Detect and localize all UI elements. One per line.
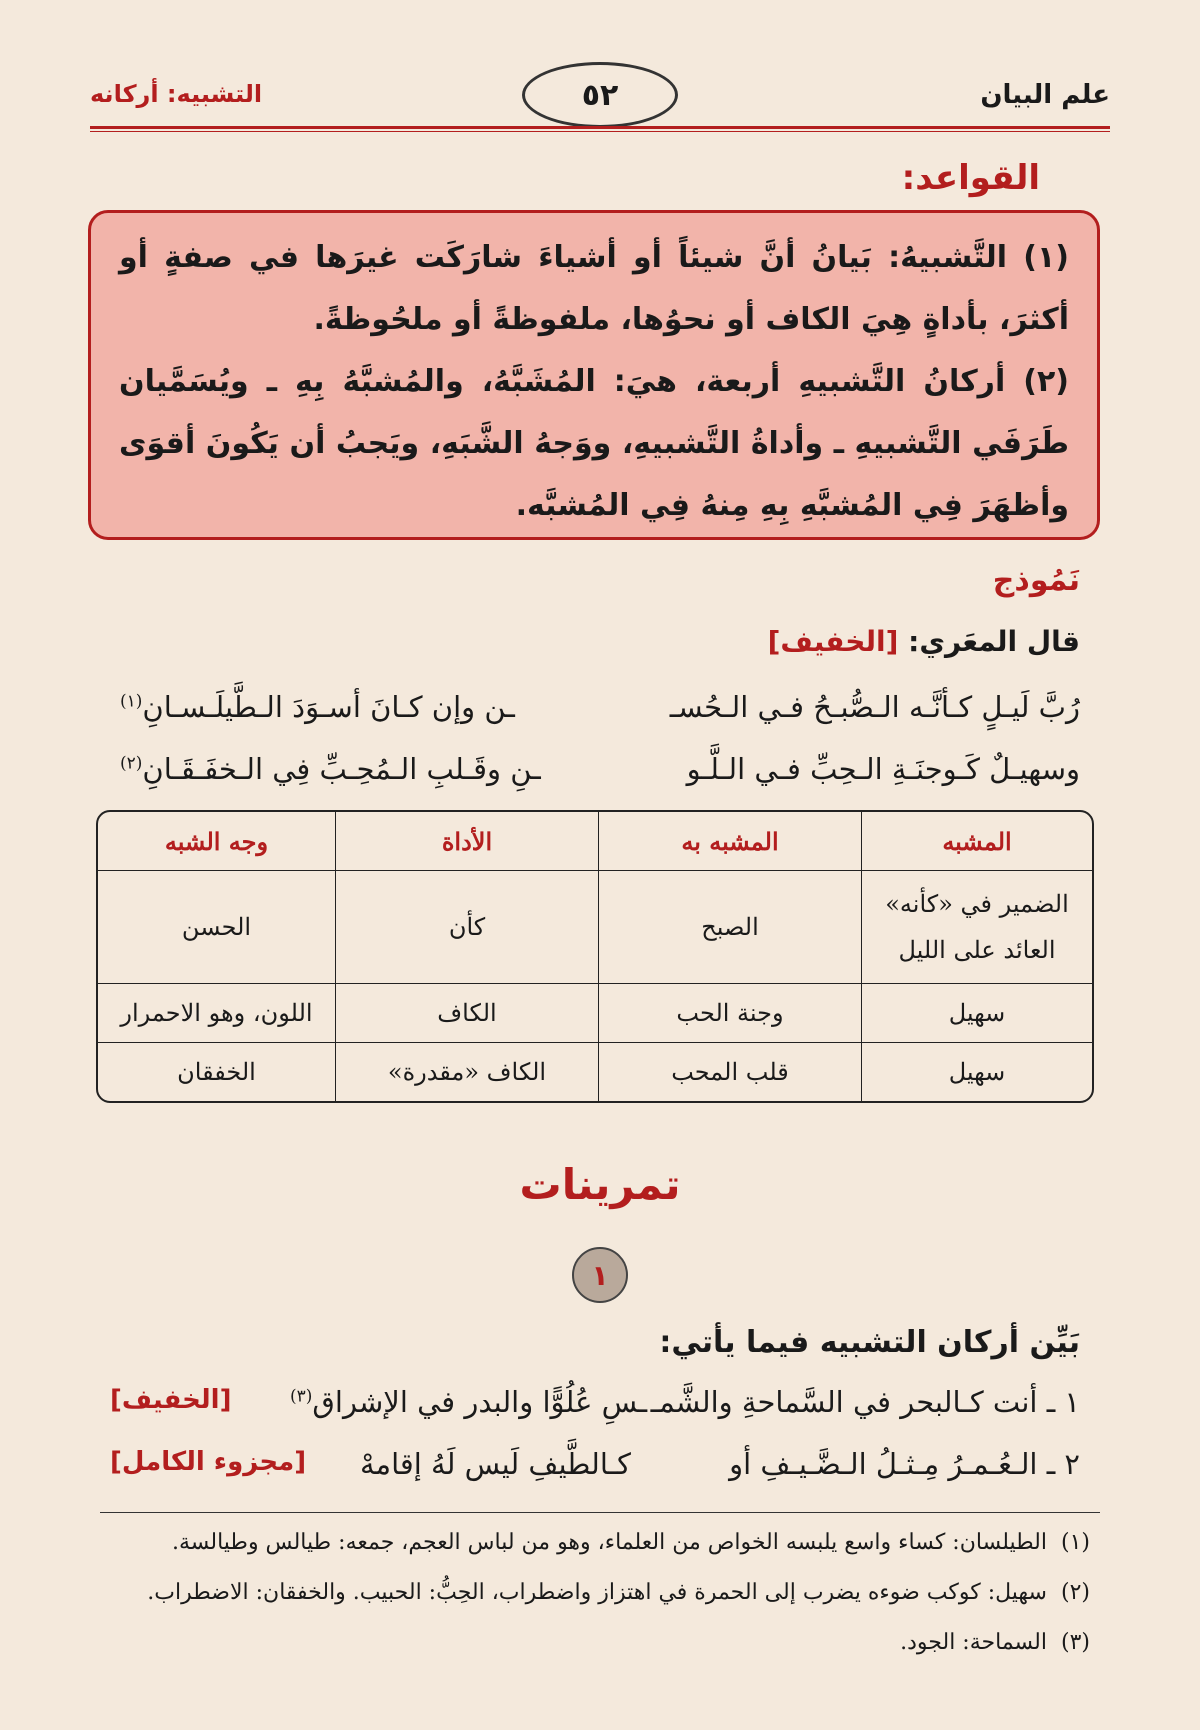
page-header xyxy=(90,60,1110,130)
example-title: نَمُوذج xyxy=(992,563,1080,598)
table-header-cell: وجه الشبه xyxy=(98,812,335,871)
footnote-3-number: (٣) xyxy=(1060,1630,1090,1655)
table-cell: الكاف «مقدرة» xyxy=(335,1043,598,1101)
table-cell: الكاف xyxy=(335,984,598,1043)
exercises-title: تمرينات xyxy=(519,1160,681,1209)
exercise-2-first-hemistich: ٢ ـ الـعُـمـرُ مِـثـلُ الـضَّـيـفِ أو xyxy=(729,1447,1080,1481)
footnote-2-number: (٢) xyxy=(1060,1580,1090,1605)
exercise-item-2 xyxy=(110,1447,1080,1503)
poet-attribution: قال المعَري: xyxy=(908,625,1080,658)
table-cell: وجنة الحب xyxy=(598,984,861,1043)
table-cell: الضمير في «كأنه» العائد على الليل xyxy=(861,871,1092,984)
footnote-mark-1: (١) xyxy=(120,691,143,712)
verse-2-second-hemistich xyxy=(120,752,541,786)
header-book-title: علم البيان xyxy=(980,80,1110,110)
verse-1 xyxy=(120,690,1080,746)
footnote-mark-2: (٢) xyxy=(120,753,143,774)
page-number: ٥٢ xyxy=(522,62,678,128)
table-header-cell: المشبه به xyxy=(598,812,861,871)
exercise-2-second-hemistich: كـالطَّيفِ لَيس لَهُ إقامهْ xyxy=(360,1447,631,1481)
footnote-1-text: الطيلسان: كساء واسع يلبسه الخواص من العلماء، وهو من لباس العجم، جمعه: طيالس وطيالسة. xyxy=(171,1530,1047,1555)
table-cell: الخفقان xyxy=(177,1058,256,1086)
analysis-table xyxy=(96,810,1094,1103)
exercise-item-1 xyxy=(110,1385,1080,1441)
table-cell: سهيل xyxy=(861,984,1092,1043)
footnote-1 xyxy=(110,1530,1090,1555)
exercise-1-second-hemistich xyxy=(290,1385,647,1419)
table-row xyxy=(98,871,1092,984)
exercise-number-badge: ١ xyxy=(572,1247,628,1303)
rules-title: القواعد: xyxy=(901,158,1040,198)
header-chapter-title: التشبيه: أركانه xyxy=(90,80,263,108)
verse-1-second-hemistich xyxy=(120,690,515,724)
footnote-mark-3: (٣) xyxy=(290,1386,313,1407)
example-meter: [الخفيف] xyxy=(767,625,899,658)
table-header-cell: الأداة xyxy=(335,812,598,871)
footnote-2 xyxy=(110,1580,1090,1605)
rules-box xyxy=(88,210,1100,540)
header-divider xyxy=(90,126,1110,129)
verse-1-second-text: ـن وإن كـانَ أسـوَدَ الـطَّيلَـسـانِ xyxy=(142,690,515,724)
table-cell: اللون، وهو الاحمرار xyxy=(98,984,335,1043)
footnote-3-text: السماحة: الجود. xyxy=(900,1630,1047,1655)
exercise-2-meter: [مجزوء الكامل] xyxy=(110,1447,307,1477)
footnote-1-number: (١) xyxy=(1060,1530,1090,1555)
exercise-1-second-text: ـسِ عُلُوًّا والبدر في الإشراق xyxy=(312,1385,648,1419)
exercise-1-meter: [الخفيف] xyxy=(110,1385,232,1415)
table-header-cell: المشبه xyxy=(861,812,1092,871)
footnotes-divider xyxy=(100,1512,1100,1513)
exercise-instruction: بَيِّن أركان التشبيه فيما يأتي: xyxy=(659,1325,1080,1360)
table-cell: الحسن xyxy=(98,871,335,984)
table-cell: الصبح xyxy=(598,871,861,984)
table-row xyxy=(98,1043,1092,1101)
table-row xyxy=(98,984,1092,1043)
rule-1: (١) التَّشبيهُ: بَيانُ أنَّ شيئاً أو أشياءَ شارَكَت غيرَها في صفةٍ أو أكثرَ، بأداةٍ هِيَ الكاف أو نحوُها، ملفوظةً أو ملحُوظةً. xyxy=(119,240,1069,337)
rule-2: (٢) أركانُ التَّشبيهِ أربعة، هيَ: المُشَبَّهُ، والمُشبَّهُ بِهِ ـ ويُسَمَّيان طَرَفَي التَّشبيهِ ـ وأداةُ التَّشبيهِ، ووَجهُ الشَّبَهِ، ويَجبُ أن يَكُونَ أقوَى وأظهَرَ فِي المُشبَّهِ بِهِ مِنهُ فِي المُشبَّه. xyxy=(119,364,1069,523)
verse-1-first-hemistich: رُبَّ لَيـلٍ كـأنَّـه الـصُّبـحُ فـي الـحُسـ xyxy=(669,690,1080,724)
header-divider-thin xyxy=(90,131,1110,132)
verse-2 xyxy=(120,752,1080,808)
example-intro xyxy=(768,625,1080,658)
verse-2-second-text: ـنِ وقَـلبِ الـمُحِـبِّ فِي الـخفَـقَـانِ xyxy=(142,752,541,786)
footnote-3 xyxy=(110,1630,1090,1655)
footnote-2-text: سهيل: كوكب ضوءه يضرب إلى الحمرة في اهتزاز واضطراب، الحِبُّ: الحبيب. والخفقان: الاضطراب. xyxy=(147,1580,1047,1605)
table-cell: قلب المحب xyxy=(598,1043,861,1101)
table-cell: سهيل xyxy=(861,1043,1092,1101)
table-cell: كأن xyxy=(335,871,598,984)
exercise-1-first-hemistich: ١ ـ أنت كـالبحر في السَّماحةِ والشَّمـ xyxy=(650,1385,1080,1419)
table-header-row xyxy=(98,812,1092,871)
verse-2-first-hemistich: وسهيـلٌ كَـوجنَـةِ الـحِبِّ فـي الـلَّـو xyxy=(686,752,1080,786)
